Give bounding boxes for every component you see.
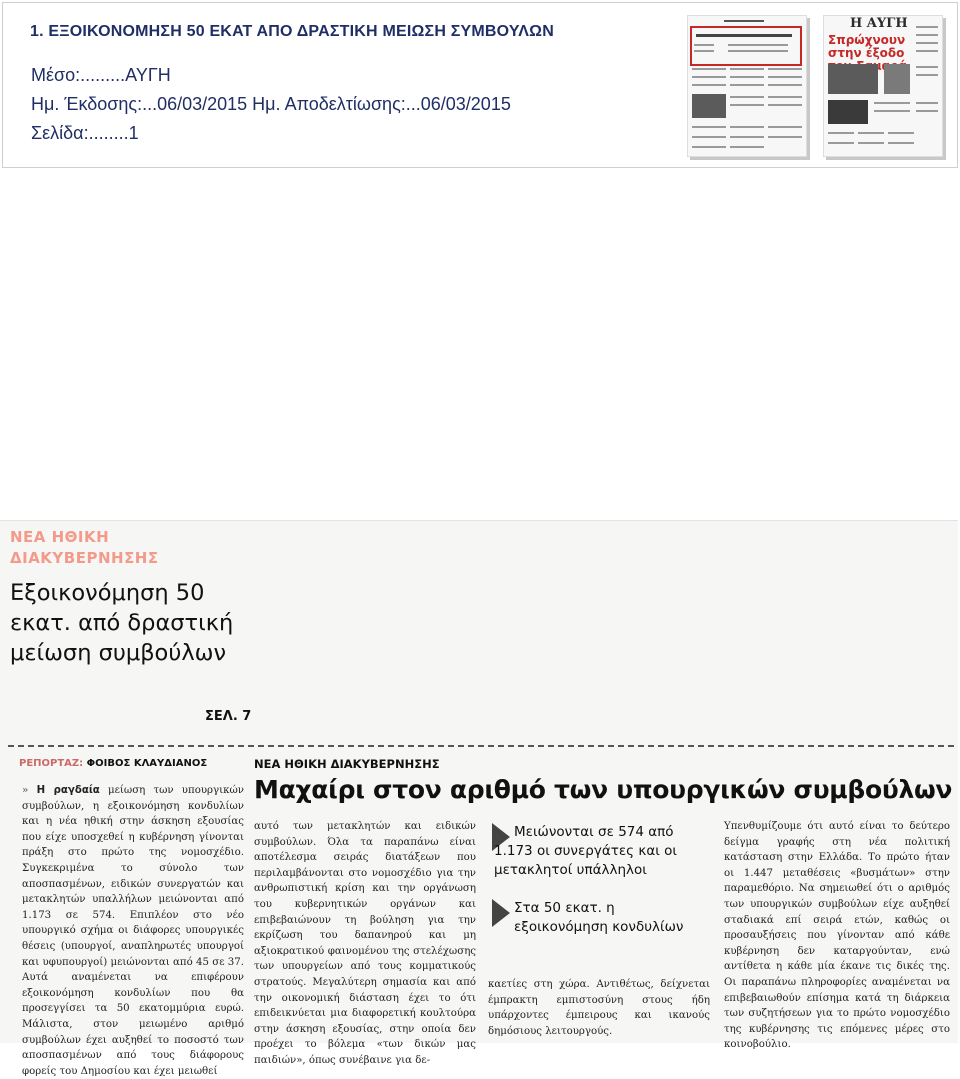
front-page-thumbnail[interactable]	[823, 15, 943, 157]
thumbnail-masthead: Η ΑΥΓΗ	[850, 16, 908, 31]
article-body	[8, 749, 954, 1077]
article-column-4: Υπενθυμίζουμε ότι αυτό είναι το δεύτερο δείγμα γραφής στη νέα πολιτική κατάσταση στην Ελλάδα. Το πρώτο ήταν οι 1.447 μεταθέσεις «βυσμάτων» στην παραμεθόριο. Να σημειωθεί ότι ο αριθμός των υπουργικών συμβούλων είχε αυξηθεί σταδιακά επί σειρά ετών, καθώς οι προσαυξήσεις που γίνονταν από κάθε κυβέρνηση δεν καταργούνταν, ενώ αντίθετα η κάθε μία έκανε τις δικές της. Οι παραπάνω πληροφορίες αναμένεται να επιβεβαιωθούν επίσημα κατά τη διάρκεια των συζητήσεων για το πρώτο νομοσχέδιο της κυβέρνησης τις επόμενες μέρες στο κοινοβούλιο.	[724, 821, 950, 1051]
page-field: Σελίδα:........1	[31, 123, 139, 143]
article-column-2: αυτό των μετακλητών και ειδικών συμβούλων. Όλα τα παραπάνω είναι αποτέλεσμα σειράς διατάξεων που περιλαμβάνονται στο νομοσχέδιο για την ανθρωπιστική κρίση και την οργάνωση του κυβερνητικών οργάνων και επιβεβαιώνουν τη βούληση για την εκρίζωση του δαπανηρού και μη αξιοκρατικού φαινομένου της στελέχωσης των υπουργείων από τους κομματικούς στρατούς. Μεγαλύτερη σημασία και από την οικονομική διάσταση έχει το ότι επιδεικνύεται μια διαφορετική κουλτούρα στην άσκηση εξουσίας, στην οποία δεν προέχει το βόλεμα «των δικών μας παιδιών», όπως συνέβαινε για δε-	[254, 821, 476, 1066]
article-column-3: καετίες στη χώρα. Αντιθέτως, δείχνεται έμπρακτη εμπιστοσύνη στους ήδη υπάρχοντες έμπειρους και ικανούς δημόσιους λειτουργούς.	[488, 979, 710, 1037]
inner-page-thumbnail[interactable]	[687, 15, 807, 157]
cut-line	[8, 745, 954, 747]
lead-arrows-icon: »	[22, 784, 29, 796]
byline: ΡΕΠΟΡΤΑΖ: ΦΟΙΒΟΣ ΚΛΑΥΔΙΑΝΟΣ	[19, 758, 208, 769]
thumbnail-lead: Σπρώχνουν στην έξοδο Σαμαρά	[828, 33, 907, 73]
clipping-title: 1. ΕΞΟΙΚΟΝΟΜΗΣΗ 50 ΕΚΑΤ ΑΠΟ ΔΡΑΣΤΙΚΗ ΜΕΙΩΣΗ ΣΥΜΒΟΥΛΩΝ	[30, 23, 554, 40]
article-kicker: ΝΕΑ ΗΘΙΚΗ ΔΙΑΚΥΒΕΡΝΗΣΗΣ	[254, 757, 440, 771]
front-page-reference: ΣΕΛ. 7	[205, 709, 252, 724]
clipping-header	[2, 2, 958, 168]
dates-field: Ημ. Έκδοσης:...06/03/2015 Ημ. Αποδελτίωσης:...06/03/2015	[31, 94, 511, 114]
pull-quote-1: Μειώνονται σε 574 από 1.173 οι συνεργάτες και οι μετακλητοί υπάλληλοι	[494, 824, 677, 878]
article-headline: Μαχαίρι στον αριθμό των υπουργικών συμβούλων	[254, 775, 953, 804]
pull-quote-arrow-icon	[492, 899, 510, 927]
article-clipping	[0, 520, 958, 1077]
article-column-1: » Η ραγδαία μείωση των υπουργικών συμβούλων, η εξοικονόμηση κονδυλίων και η νέα ηθική στην άσκηση εξουσίας που είχε υποσχεθεί η κυβέρνηση γίνονται πράξη στο πρώτο της νομοσχέδιο. Συγκεκριμένα το σύνολο των αποσπασμένων, ειδικών συνεργατών και μετακλητών υπαλλήλων μειώνονται από 1.173 σε 574. Επιπλέον στο νέο υπουργικό σχήμα οι διάφορες υπουργικές θέσεις (υπουργοί, αναπληρωτές υπουργοί και υφυπουργοί) μειώνονται από 45 σε 37. Αυτά αναμένεται να επιφέρουν εξοικονόμηση κονδυλίων που θα προσεγγίσει τα 50 εκατομμύρια ευρώ. Μάλιστα, στον μειωμένο αριθμό συμβούλων έχει αυξηθεί το ποσοστό των αποσπασμένων από τους διάφορους φορείς του Δημοσίου και έχει μειωθεί	[22, 784, 244, 1077]
front-headline: Εξοικονόμηση 50 εκατ. από δραστική μείωση συμβούλων	[10, 580, 234, 666]
front-kicker: ΝΕΑ ΗΘΙΚΗ ΔΙΑΚΥΒΕΡΝΗΣΗΣ	[10, 528, 159, 567]
pull-quote-2: Στα 50 εκατ. η εξοικονόμηση κονδυλίων	[514, 900, 684, 935]
medium-field: Μέσο:.........ΑΥΓΗ	[31, 65, 171, 85]
